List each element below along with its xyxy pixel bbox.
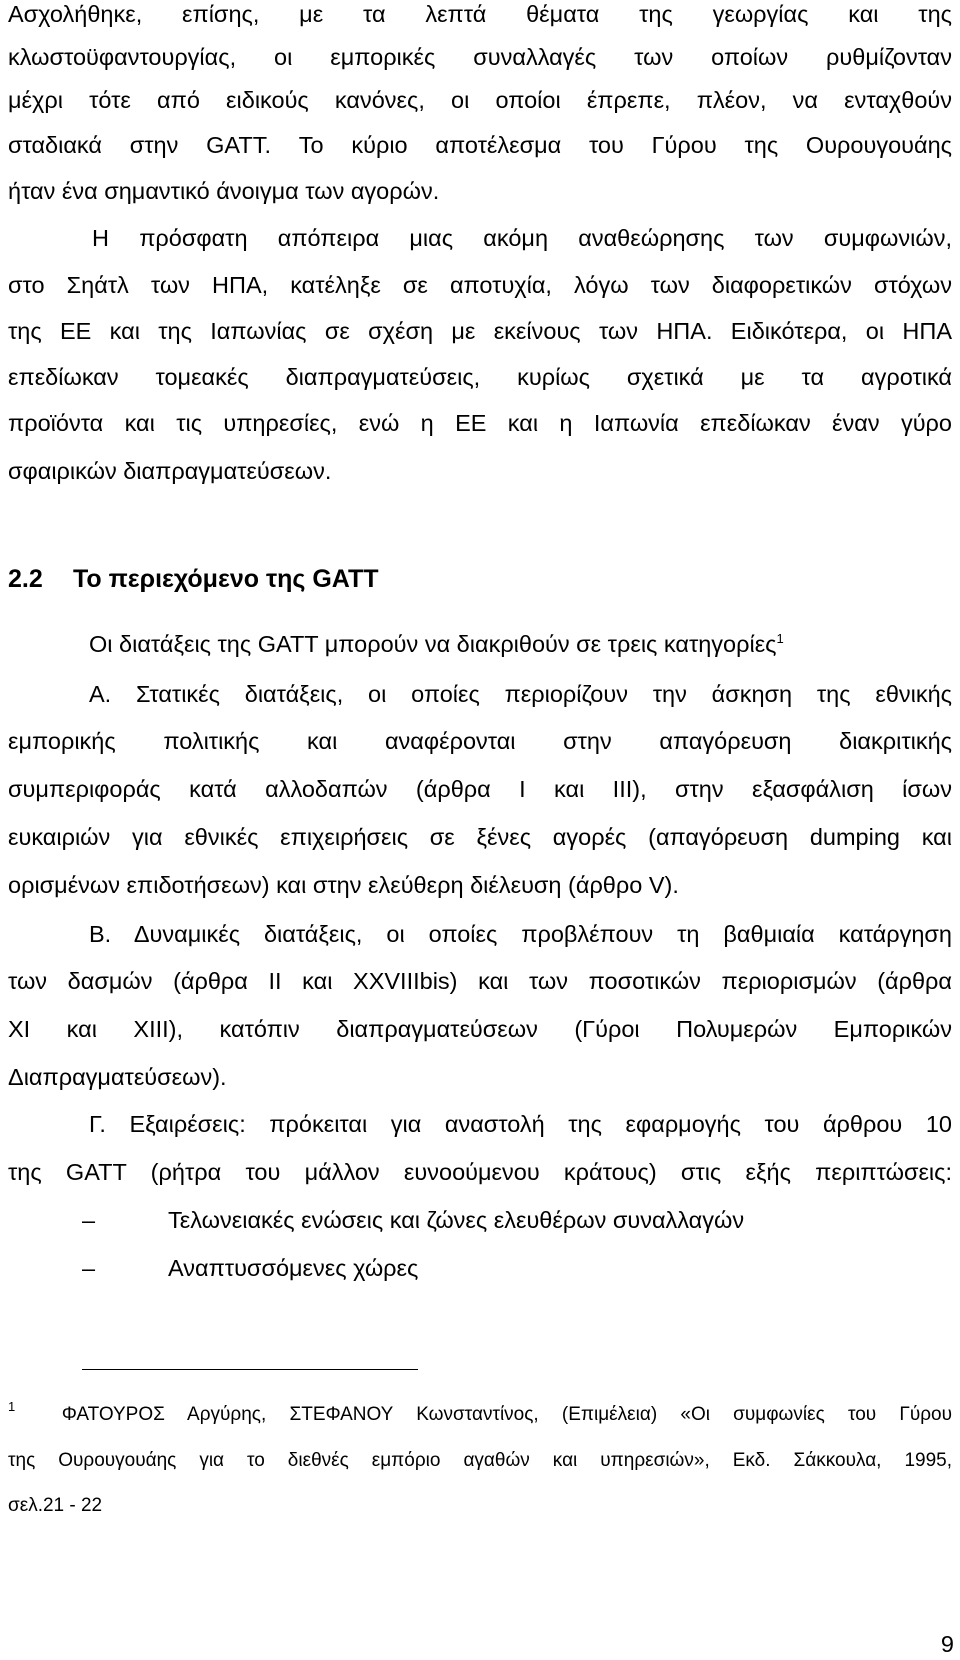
footnote-line: της Ουρουγουάης για το διεθνές εμπόριο αγαθών και υπηρεσιών», Εκδ. Σάκκουλα, 1995, <box>8 1450 952 1471</box>
paragraph-1-line: ήταν ένα σημαντικό άνοιγμα των αγορών. <box>8 178 440 204</box>
category-a-line: ορισμένων επιδοτήσεων) και στην ελεύθερη διέλευση (άρθρο V). <box>8 872 679 898</box>
paragraph-2-line: προϊόντα και τις υπηρεσίες, ενώ η ΕΕ και η Ιαπωνία επεδίωκαν έναν γύρο <box>8 410 952 436</box>
footnote-line <box>8 1392 952 1438</box>
category-b-line: XI και XIII), κατόπιν διαπραγματεύσεων (Γύροι Πολυμερών Εμπορικών <box>8 1016 952 1042</box>
footnote-text: ΦΑΤΟΥΡΟΣ Αργύρης, ΣΤΕΦΑΝΟΥ Κωνσταντίνος, (Επιμέλεια) «Οι συμφωνίες του Γύρου <box>61 1404 953 1425</box>
paragraph-2-line: σφαιρικών διαπραγματεύσεων. <box>8 458 332 484</box>
paragraph-2-line: Η πρόσφατη απόπειρα μιας ακόμη αναθεώρησης των συμφωνιών, <box>92 225 952 251</box>
intro-text: Οι διατάξεις της GATT μπορούν να διακριθούν σε τρεις κατηγορίες <box>89 631 777 657</box>
exception-item-text: Αναπτυσσόμενες χώρες <box>168 1255 419 1281</box>
paragraph-2-line: στο Σηάτλ των ΗΠΑ, κατέληξε σε αποτυχία, λόγω των διαφορετικών στόχων <box>8 272 952 298</box>
category-a-line: συμπεριφοράς κατά αλλοδαπών (άρθρα Ι και ΙΙΙ), στην εξασφάλιση ίσων <box>8 776 952 802</box>
exception-item-text: Τελωνειακές ενώσεις και ζώνες ελευθέρων συναλλαγών <box>168 1207 745 1233</box>
category-b-line: Διαπραγματεύσεων). <box>8 1064 227 1090</box>
dash-bullet: – <box>82 1207 96 1233</box>
category-c-line: Γ. Εξαιρέσεις: πρόκειται για αναστολή της εφαρμογής του άρθρου 10 <box>89 1111 952 1137</box>
paragraph-2-line: επεδίωκαν τομεακές διαπραγματεύσεις, κυρίως σχετικά με τα αγροτικά <box>8 364 952 390</box>
category-a-line: εμπορικής πολιτικής και αναφέρονται στην απαγόρευση διακριτικής <box>8 728 952 754</box>
intro-line <box>89 620 784 668</box>
section-heading <box>8 555 379 603</box>
paragraph-1-line: μέχρι τότε από ειδικούς κανόνες, οι οποίοι έπρεπε, πλέον, να ενταχθούν <box>8 87 952 113</box>
page-number: 9 <box>940 1631 954 1657</box>
paragraph-1-line: Ασχολήθηκε, επίσης, με τα λεπτά θέματα της γεωργίας και της <box>8 1 952 27</box>
dash-bullet: – <box>82 1255 96 1281</box>
category-c-line: της GATT (ρήτρα του μάλλον ευνοούμενου κράτους) στις εξής περιπτώσεις: <box>8 1159 952 1185</box>
category-a-line: ευκαιριών για εθνικές επιχειρήσεις σε ξένες αγορές (απαγόρευση dumping και <box>8 824 952 850</box>
paragraph-1-line: σταδιακά στην GATT. Το κύριο αποτέλεσμα του Γύρου της Ουρουγουάης <box>8 132 952 158</box>
footnote-marker: 1 <box>8 1399 16 1414</box>
footnote-line: σελ.21 - 22 <box>8 1495 103 1516</box>
exception-list-item <box>82 1196 744 1244</box>
section-number: 2.2 <box>8 565 43 593</box>
category-b-line: των δασμών (άρθρα ΙΙ και XXVIIIbis) και των ποσοτικών περιορισμών (άρθρα <box>8 968 952 994</box>
footnote-reference: 1 <box>776 631 784 646</box>
paragraph-1-line: κλωστοϋφαντουργίας, οι εμπορικές συναλλαγές των οποίων ρυθμίζονταν <box>8 44 952 70</box>
exception-list-item <box>82 1244 418 1292</box>
footnote-separator <box>82 1369 418 1370</box>
section-title: Το περιεχόμενο της GATT <box>73 565 379 593</box>
category-a-line: Α. Στατικές διατάξεις, οι οποίες περιορίζουν την άσκηση της εθνικής <box>89 681 952 707</box>
category-b-line: Β. Δυναμικές διατάξεις, οι οποίες προβλέπουν τη βαθμιαία κατάργηση <box>89 921 952 947</box>
paragraph-2-line: της ΕΕ και της Ιαπωνίας σε σχέση με εκείνους των ΗΠΑ. Ειδικότερα, οι ΗΠΑ <box>8 318 952 344</box>
